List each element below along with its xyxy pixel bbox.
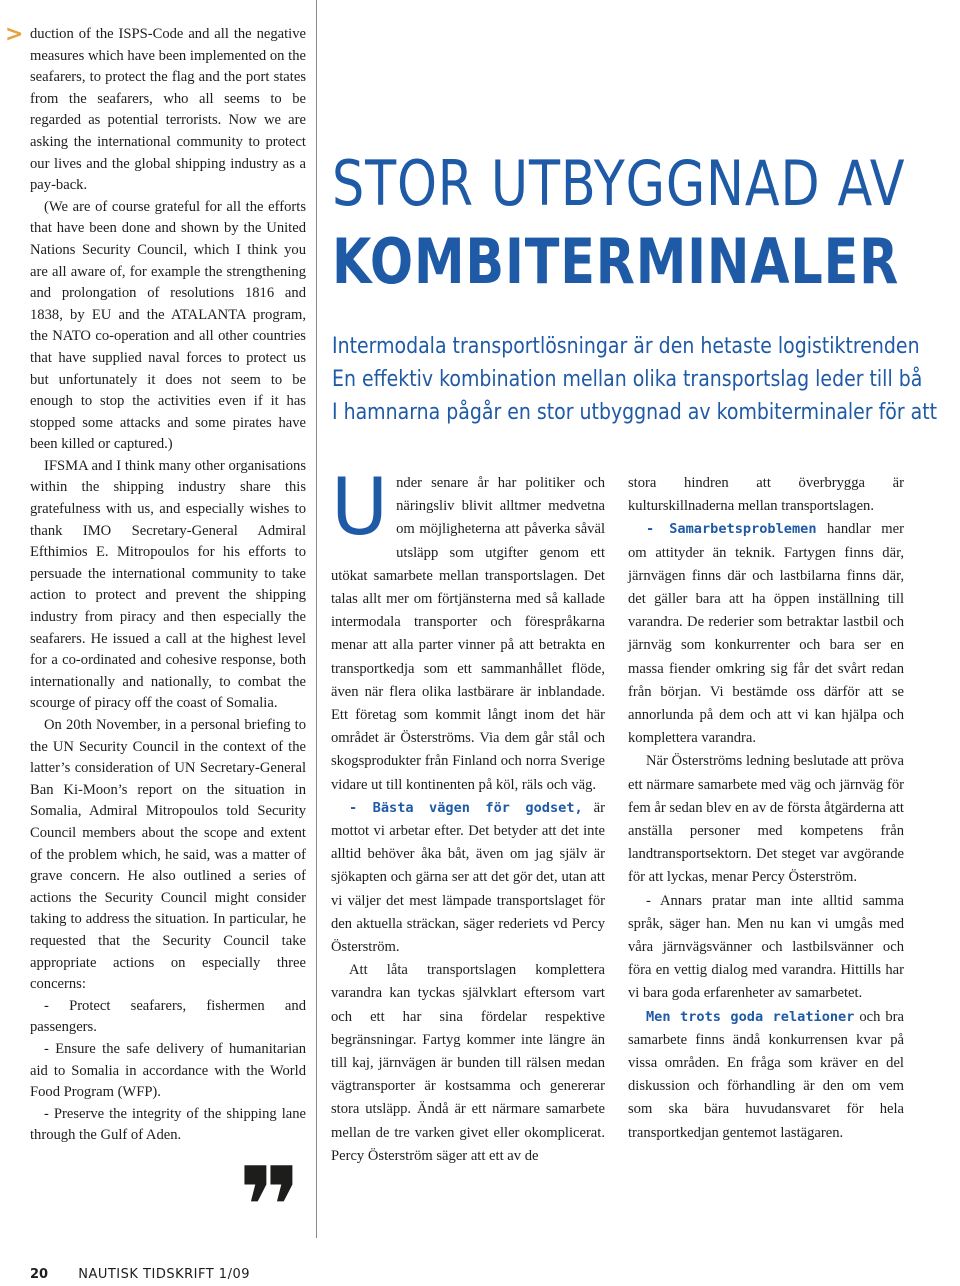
paragraph: Att låta transportslagen komplettera varandra kan tyckas självklart eftersom vart och ett har sina fördelar respektive begränsningar. Fartyg kommer inte längre än till kaj, järnvägen är bunden till rälsen medan vägtransporter är kostsamma och genererar stora utsläpp. Ändå är ett närmare samarbete mellan de tre varken givet eller okomplicerat. Percy Österström säger att ett av de xyxy=(331,962,605,1164)
headline-line-1: STOR UTBYGGNAD AV xyxy=(332,147,906,220)
paragraph: stora hindren att överbrygga är kulturskillnaderna mellan transportslagen. xyxy=(628,475,904,515)
paragraph: On 20th November, in a personal briefing to the UN Security Council in the context of the latter’s consideration of UN Secretary-General Ban Ki-Moon’s report on the situation in Somalia, Admiral Mitropoulos told Security Council members about the scope and extent of the problem which, he said, was a matter of grave concern. He also outlined a series of actions the Security Council might consider taking to address the situation. In particular, he requested that the Security Council take appropriate actions on especially three concerns: xyxy=(30,717,306,993)
subheading-inline: Men trots goda relationer xyxy=(646,1008,855,1025)
article-column-right xyxy=(628,472,904,1145)
paragraph-text: och bra samarbete finns ändå konkurrensen kvar på vissa områden. En fråga som kräver en del diskussion och förhandling är den om vem som ska bära huvudansvaret för hela transportkedjan gentemot lastägaren. xyxy=(628,1008,904,1141)
paragraph: När Österströms ledning beslutade att pröva ett närmare samarbete med väg och järnväg för fem år sedan blev en av de första åtgärderna att anställa personer med kompetens från landtransportsektorn. Det steget var avgörande för att lyckas, menar Percy Österström. xyxy=(628,753,904,886)
left-column-text xyxy=(30,24,306,1147)
page-footer xyxy=(30,1267,430,1282)
paragraph-text: nder senare år har politiker och näringsliv blivit alltmer medvetna om möjligheterna att påverka såväl utsläpp som utgifter genom ett utökat samarbete mellan transportslagen. Det talas allt mer om förtjänsterna med så kallade intermodala transporter och förespråkarna menar att alla parter vinner på att betrakta en transportkedja som ett sammanhållet flöde, även när flera olika lastbärare är inblandade. Ett företag som kommit långt inom det här området är Österströms. Via dem går stål och skogsprodukter från Finland och norra Sverige vidare ut till kontinenten på köl, räls och väg. xyxy=(331,475,605,793)
paragraph: duction of the ISPS-Code and all the negative measures which have been implemented on the seafarers, to protect the flag and the port states from the seafarers, who all seems to be regarded as potential terrorists. Now we are asking the international community to protect our lives and the global shipping industry as a pay-back. xyxy=(30,26,306,194)
paragraph-text: är mottot vi arbetar efter. Det betyder att det inte alltid behöver åka båt, även om jag själv är sjökapten och gärna ser att det gör det, utan att vi väljer det mest lämpade transportslaget för den aktuella sträckan, säger rederiets vd Percy Österström. xyxy=(331,799,605,956)
drop-cap: U xyxy=(331,463,389,553)
list-item: - Protect seafarers, fishermen and passengers. xyxy=(30,997,306,1036)
list-item: - Preserve the integrity of the shipping lane through the Gulf of Aden. xyxy=(30,1105,306,1144)
subheading-inline: - Bästa vägen för godset, xyxy=(349,799,583,816)
list-item: - Ensure the safe delivery of humanitarian aid to Somalia in accordance with the World Food Program (WFP). xyxy=(30,1040,306,1101)
article-ingress xyxy=(332,330,960,429)
end-quote-icon: ❞ xyxy=(238,1145,294,1270)
page-number: 20 xyxy=(30,1267,49,1282)
paragraph xyxy=(628,1006,904,1145)
column-divider xyxy=(316,0,317,1238)
paragraph-text: handlar mer om attityder än teknik. Fartygen finns där, järnvägen finns där och lastbilarna finns där, det gäller bara att ha öppen inställning till varandra. De rederier som betraktar lastbil och järnväg som konkurrenter och bara ser en massa fiender omkring sig får det svårt redan från början. Vi bestämde oss därför att se annorlunda på dem och att vi kan hjälpa och komplettera varandra. xyxy=(628,521,905,747)
paragraph: - Annars pratar man inte alltid samma språk, säger han. Men nu kan vi umgås med våra järnvägsvänner och lastbilsvänner och föra en vettig dialog med varandra. Hittills har vi bara goda erfarenheter av samarbetet. xyxy=(628,892,904,1002)
article-column-middle xyxy=(331,463,605,1168)
headline-line-2: KOMBITERMINALER xyxy=(332,225,900,298)
article-headline xyxy=(332,148,960,298)
paragraph xyxy=(331,797,605,959)
paragraph: IFSMA and I think many other organisations within the shipping industry share this gratefulness with us, and especially wishes to thank IMO Secretary-General Admiral Efthimios E. Mitropoulos for his efforts to persuade the international community to take action to protect and prevent the shipping industry from piracy and then especially the seafarers. He issued a call at the highest level for a co-ordinated and cohesive response, both internationally and nationally, to combat the scourge of piracy off the coast of Somalia. xyxy=(30,457,306,712)
paragraph xyxy=(628,518,904,750)
magazine-issue: NAUTISK TIDSKRIFT 1/09 xyxy=(78,1267,250,1282)
continuation-chevron-icon: > xyxy=(5,22,24,47)
ingress-line: Intermodala transportlösningar är den hetaste logistiktrenden xyxy=(332,334,920,359)
ingress-line: I hamnarna pågår en stor utbyggnad av kombiterminaler för att xyxy=(332,400,938,425)
paragraph xyxy=(331,463,605,797)
subheading-inline: - Samarbetsproblemen xyxy=(646,521,817,538)
ingress-line: En effektiv kombination mellan olika transportslag leder till bå xyxy=(332,367,923,392)
paragraph: (We are of course grateful for all the efforts that have been done and shown by the United Nations Security Council, which I think you are all aware of, for example the strengthening and prolongation of resolutions 1816 and 1838, by EU and the ATALANTA program, the NATO co-operation and all other countries that have supplied naval forces to protect us but unfortunately it does not seem to be enough to stop the activities even if it has stopped some attacks and some pirates have been killed or captured.) xyxy=(30,198,306,453)
